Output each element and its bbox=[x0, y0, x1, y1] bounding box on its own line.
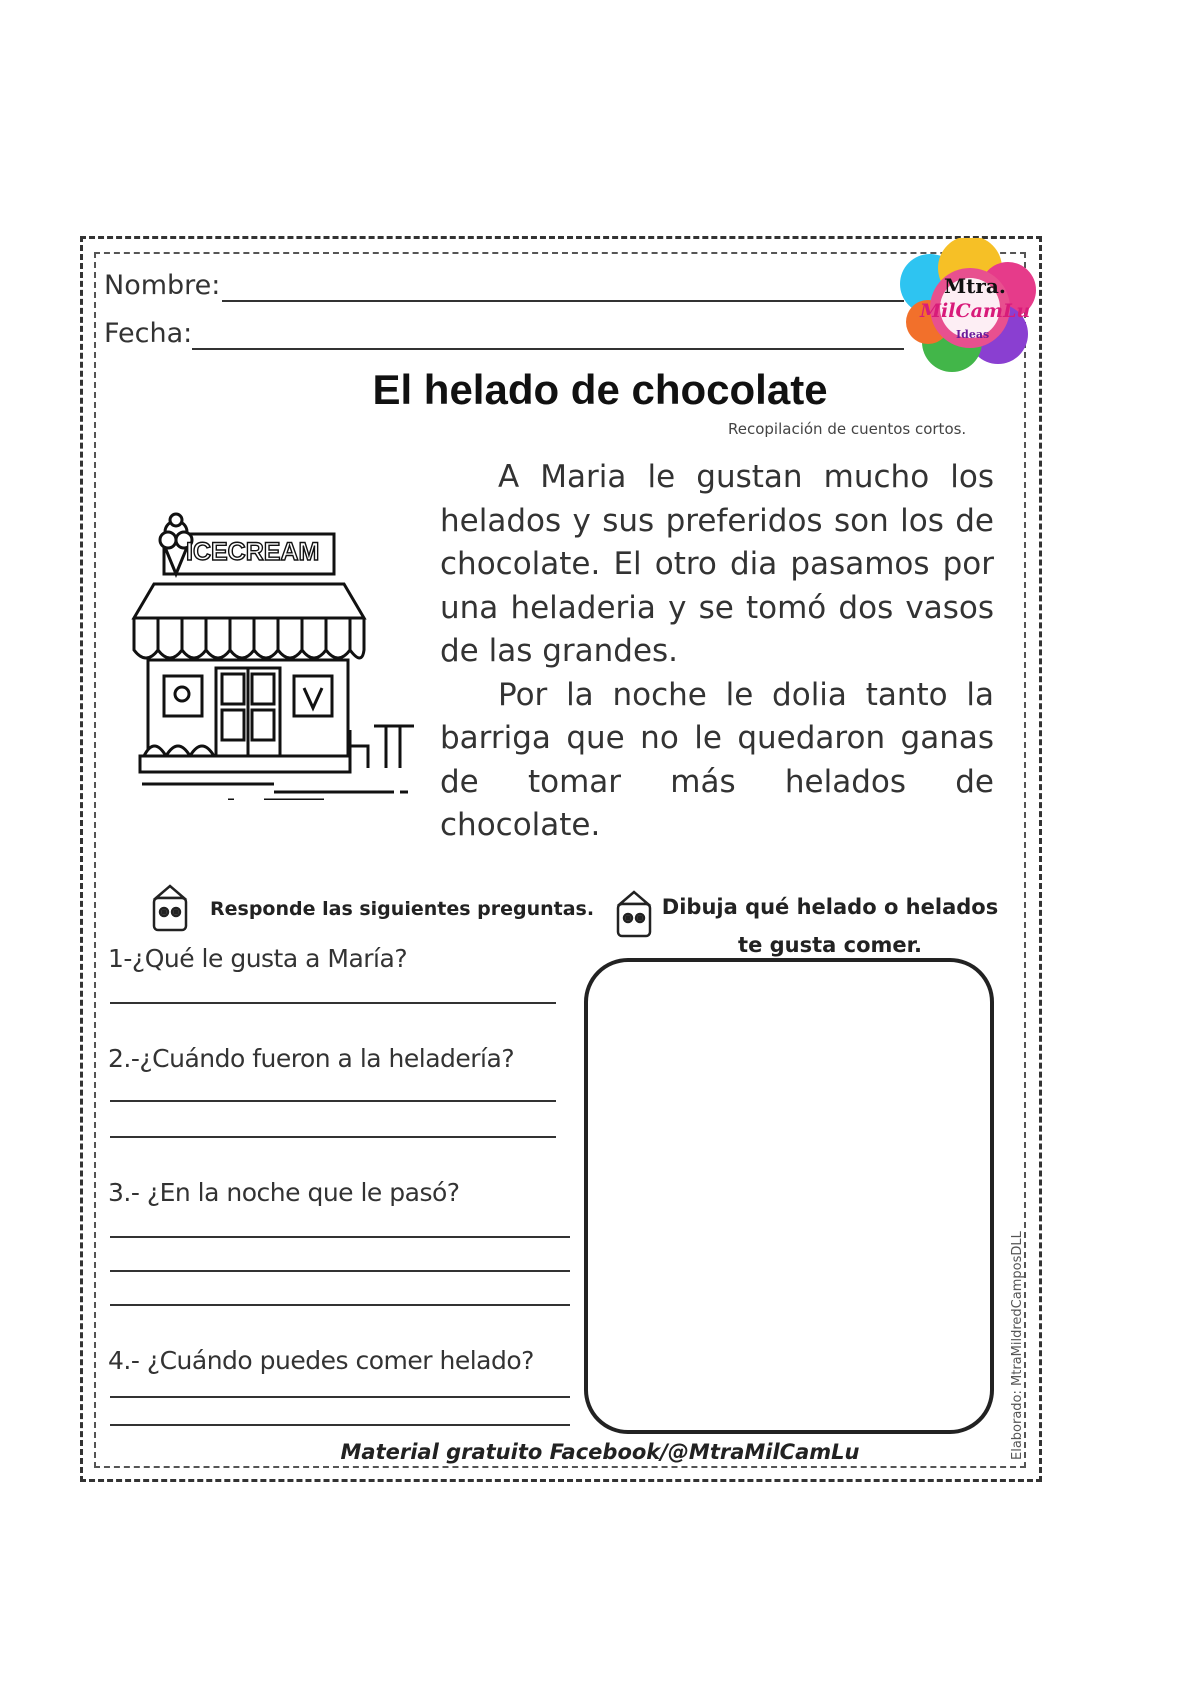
story-text bbox=[440, 456, 994, 848]
answer-line[interactable] bbox=[110, 1002, 556, 1004]
name-line[interactable] bbox=[222, 300, 904, 302]
ice-cream-shop-illustration bbox=[124, 500, 424, 804]
name-label: Nombre: bbox=[104, 270, 221, 301]
logo-line-2: MilCamLu bbox=[920, 300, 1031, 322]
answer-line[interactable] bbox=[110, 1236, 570, 1238]
story-paragraph: A Maria le gustan mucho los helados y sus preferidos son los de chocolate. El otro dia pasamos por una heladeria y se tomó dos vasos de las grandes. bbox=[440, 459, 994, 669]
questions-heading: Responde las siguientes preguntas. bbox=[210, 898, 595, 920]
drawing-heading: Dibuja qué helado o helados te gusta comer. bbox=[661, 895, 999, 957]
logo bbox=[900, 238, 1038, 382]
drawing-area[interactable] bbox=[584, 958, 994, 1434]
answer-line[interactable] bbox=[110, 1100, 556, 1102]
sign-text: ICECREAM bbox=[186, 538, 320, 566]
answer-line[interactable] bbox=[110, 1424, 570, 1426]
footer-text: Material gratuito Facebook/@MtraMilCamLu bbox=[340, 1440, 860, 1464]
answer-line[interactable] bbox=[110, 1304, 570, 1306]
question-2: 2.-¿Cuándo fueron a la heladería? bbox=[108, 1044, 515, 1073]
question-3: 3.- ¿En la noche que le pasó? bbox=[108, 1178, 460, 1207]
question-1: 1-¿Qué le gusta a María? bbox=[108, 944, 408, 973]
answer-line[interactable] bbox=[110, 1136, 556, 1138]
question-4: 4.- ¿Cuándo puedes comer helado? bbox=[108, 1346, 534, 1375]
pencil-icon bbox=[612, 890, 656, 946]
date-label: Fecha: bbox=[104, 318, 193, 349]
answer-line[interactable] bbox=[110, 1396, 570, 1398]
author-credit: Elaborado: MtraMildredCamposDLL bbox=[1010, 1231, 1025, 1460]
page-title: El helado de chocolate bbox=[372, 366, 828, 413]
logo-line-1: Mtra. bbox=[944, 274, 1006, 298]
date-line[interactable] bbox=[192, 348, 904, 350]
story-paragraph: Por la noche le dolia tanto la barriga que no le quedaron ganas de tomar más helados de chocolate. bbox=[440, 676, 994, 843]
subtitle: Recopilación de cuentos cortos. bbox=[728, 420, 967, 438]
logo-line-3: Ideas bbox=[956, 328, 990, 341]
answer-line[interactable] bbox=[110, 1270, 570, 1272]
pencil-icon bbox=[148, 884, 192, 940]
